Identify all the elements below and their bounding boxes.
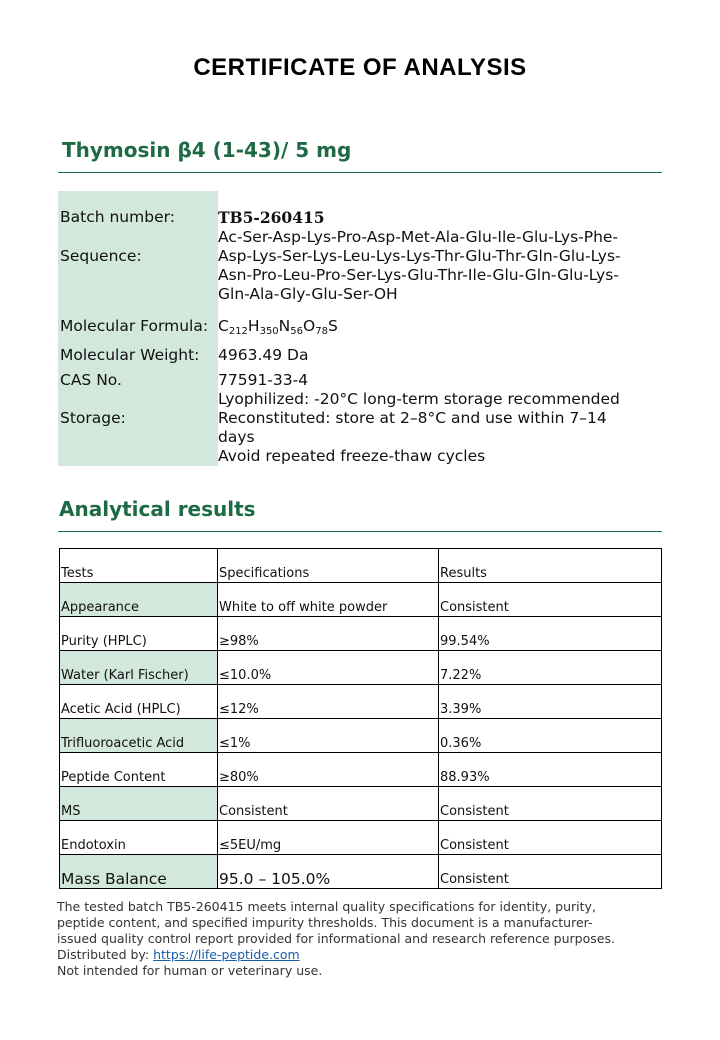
- table-row: [60, 651, 662, 685]
- test-name: Trifluoroacetic Acid: [60, 719, 218, 753]
- cas-label: CAS No.: [60, 371, 122, 389]
- sequence-line-2: Asp-Lys-Ser-Lys-Leu-Lys-Lys-Thr-Glu-Thr-Gln-Glu-Lys-: [218, 247, 621, 265]
- distributed-label: Distributed by:: [57, 947, 154, 962]
- test-spec: ≤12%: [218, 685, 439, 719]
- test-spec: Consistent: [218, 787, 439, 821]
- test-result: 3.39%: [439, 685, 662, 719]
- storage-line-2: Reconstituted: store at 2–8°C and use within 7–14: [218, 409, 607, 427]
- storage-line-3: days: [218, 428, 255, 446]
- table-header-row: [60, 549, 662, 583]
- table-row: [60, 685, 662, 719]
- test-name: Purity (HPLC): [60, 617, 218, 651]
- distributed-by: [57, 947, 667, 963]
- test-spec: ≥80%: [218, 753, 439, 787]
- document-title: CERTIFICATE OF ANALYSIS: [193, 54, 527, 81]
- footer-note-line: peptide content, and specified impurity thresholds. This document is a manufacturer-: [57, 915, 593, 930]
- table-row: [60, 787, 662, 821]
- test-spec: 95.0 – 105.0%: [218, 855, 439, 889]
- header-specifications: Specifications: [218, 549, 439, 583]
- formula-value: $C_{212}H_{350}N_{56}O_{78}S$: [218, 317, 338, 337]
- sequence-line-3: Asn-Pro-Leu-Pro-Ser-Lys-Glu-Thr-Ile-Glu-Gln-Glu-Lys-: [218, 266, 619, 284]
- test-name: Appearance: [60, 583, 218, 617]
- storage-label: Storage:: [60, 409, 126, 427]
- header-results: Results: [439, 549, 662, 583]
- sequence-label: Sequence:: [60, 247, 142, 265]
- table-row: [60, 617, 662, 651]
- table-row: [60, 719, 662, 753]
- test-result: Consistent: [439, 821, 662, 855]
- test-result: Consistent: [439, 787, 662, 821]
- sequence-line-4: Gln-Ala-Gly-Glu-Ser-OH: [218, 285, 398, 303]
- section-divider: [58, 531, 662, 532]
- test-result: 7.22%: [439, 651, 662, 685]
- test-name: Endotoxin: [60, 821, 218, 855]
- test-result: Consistent: [439, 855, 662, 889]
- batch-value: TB5-260415: [218, 208, 325, 227]
- disclaimer: Not intended for human or veterinary use.: [57, 963, 323, 978]
- test-spec: White to off white powder: [218, 583, 439, 617]
- storage-line-1: Lyophilized: -20°C long-term storage recommended: [218, 390, 620, 408]
- test-name: Peptide Content: [60, 753, 218, 787]
- sequence-line-1: Ac-Ser-Asp-Lys-Pro-Asp-Met-Ala-Glu-Ile-Glu-Lys-Phe-: [218, 228, 619, 246]
- weight-label: Molecular Weight:: [60, 346, 200, 364]
- section-title: Analytical results: [59, 497, 256, 521]
- table-row: [60, 583, 662, 617]
- results-table: [59, 548, 662, 889]
- test-result: 0.36%: [439, 719, 662, 753]
- table-row: [60, 753, 662, 787]
- test-spec: ≥98%: [218, 617, 439, 651]
- cas-value: 77591-33-4: [218, 371, 309, 389]
- test-result: Consistent: [439, 583, 662, 617]
- test-result: 88.93%: [439, 753, 662, 787]
- test-name: Water (Karl Fischer): [60, 651, 218, 685]
- test-name: MS: [60, 787, 218, 821]
- header-tests: Tests: [60, 549, 218, 583]
- footer-note-line: The tested batch TB5-260415 meets internal quality specifications for identity, purity,: [57, 899, 596, 914]
- batch-label: Batch number:: [60, 208, 175, 226]
- table-row: [60, 821, 662, 855]
- test-spec: ≤1%: [218, 719, 439, 753]
- test-name: Mass Balance: [60, 855, 218, 889]
- test-result: 99.54%: [439, 617, 662, 651]
- product-info-block: [58, 191, 662, 466]
- formula-label: Molecular Formula:: [60, 317, 209, 335]
- product-name: Thymosin β4 (1-43)/ 5 mg: [62, 138, 352, 162]
- storage-line-4: Avoid repeated freeze-thaw cycles: [218, 447, 486, 465]
- test-spec: ≤5EU/mg: [218, 821, 439, 855]
- distributor-link[interactable]: https://life-peptide.com: [153, 947, 300, 962]
- test-name: Acetic Acid (HPLC): [60, 685, 218, 719]
- footer-note-line: issued quality control report provided for informational and research reference purposes.: [57, 931, 615, 946]
- footer-notes: [57, 899, 667, 979]
- test-spec: ≤10.0%: [218, 651, 439, 685]
- weight-value: 4963.49 Da: [218, 346, 309, 364]
- table-row: [60, 855, 662, 889]
- product-divider: [58, 172, 662, 173]
